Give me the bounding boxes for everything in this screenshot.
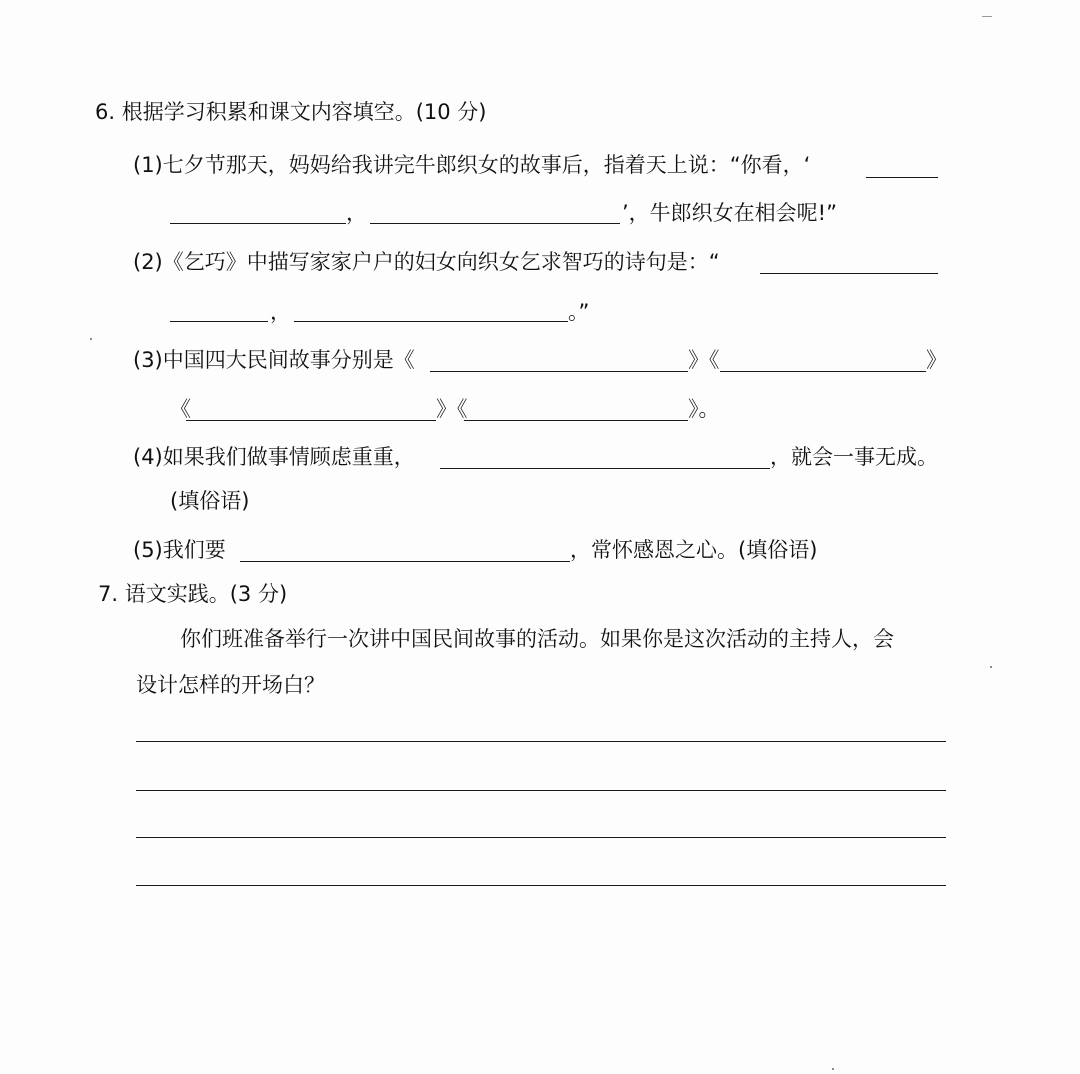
- q6-item-3-blank-a[interactable]: [430, 371, 688, 372]
- q7-prompt-line-2: 设计怎样的开场白？: [136, 673, 325, 697]
- question-6-title: 6. 根据学习积累和课文内容填空。(10 分): [95, 100, 487, 124]
- scan-speck: [90, 338, 92, 340]
- q6-item-3-blank-c[interactable]: [186, 420, 436, 421]
- scan-speck: [832, 1068, 834, 1070]
- q6-item-2-blank-c[interactable]: [294, 321, 568, 322]
- q6-item-5-tail: ，常怀感恩之心。(填俗语): [570, 538, 818, 562]
- q6-item-1-tail: ’，牛郎织女在相会呢!”: [622, 201, 837, 225]
- q7-answer-line[interactable]: [136, 837, 946, 838]
- q6-item-3-bracket-c: 《: [170, 397, 191, 421]
- q6-item-4-note: (填俗语): [170, 489, 250, 513]
- q7-answer-line[interactable]: [136, 790, 946, 791]
- question-7-title: 7. 语文实践。(3 分): [98, 582, 288, 606]
- q7-answer-line[interactable]: [136, 885, 946, 886]
- q7-prompt-line-1: 你们班准备举行一次讲中国民间故事的活动。如果你是这次活动的主持人，会: [180, 627, 894, 651]
- q6-item-5-text: (5)我们要: [133, 538, 226, 562]
- scan-mark: [982, 16, 992, 17]
- q6-item-2-blank-b[interactable]: [170, 321, 268, 322]
- q6-item-1-comma: ，: [346, 201, 367, 225]
- q6-item-3-blank-d[interactable]: [464, 420, 688, 421]
- q6-item-3-bracket-b: 》: [926, 348, 947, 372]
- q6-item-2-blank-a[interactable]: [760, 273, 938, 274]
- q6-item-2-comma: ，: [270, 300, 291, 324]
- q6-item-1-blank-a[interactable]: [866, 177, 938, 178]
- q6-item-4-text: (4)如果我们做事情顾虑重重，: [133, 445, 415, 469]
- q6-item-3-bracket-d: 》《: [436, 397, 468, 421]
- q7-answer-line[interactable]: [136, 741, 946, 742]
- q6-item-1-blank-c[interactable]: [370, 223, 620, 224]
- q6-item-2-text: (2)《乞巧》中描写家家户户的妇女向织女乞求智巧的诗句是：“: [133, 250, 720, 274]
- scan-speck: [990, 666, 992, 668]
- q6-item-1-text: (1)七夕节那天，妈妈给我讲完牛郎织女的故事后，指着天上说：“你看，‘: [133, 153, 811, 177]
- q6-item-4-blank[interactable]: [440, 468, 770, 469]
- q6-item-3-bracket-a: 》《: [688, 348, 720, 372]
- q6-item-4-tail: ，就会一事无成。: [770, 445, 938, 469]
- q6-item-3-tail: 》。: [688, 397, 720, 421]
- q6-item-5-blank[interactable]: [240, 561, 570, 562]
- q6-item-3-text: (3)中国四大民间故事分别是《: [133, 348, 415, 372]
- q6-item-1-blank-b[interactable]: [170, 223, 346, 224]
- q6-item-2-tail: 。”: [568, 300, 590, 324]
- q6-item-3-blank-b[interactable]: [720, 371, 926, 372]
